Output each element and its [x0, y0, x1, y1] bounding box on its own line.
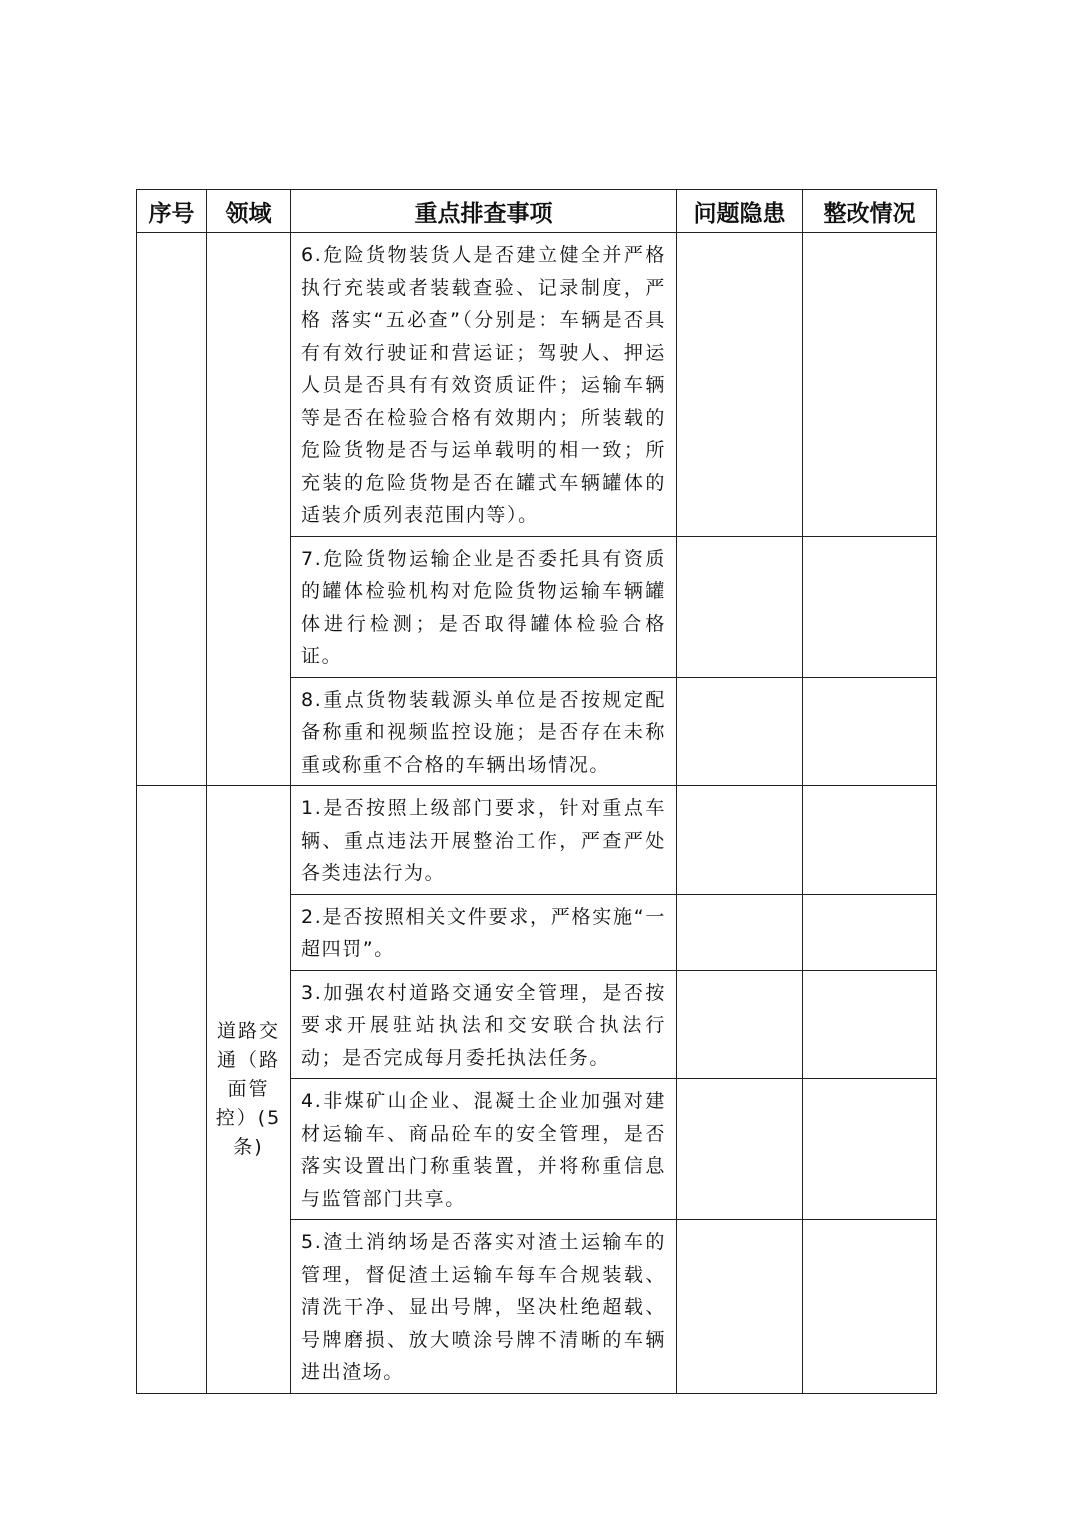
header-issue: 问题隐患 — [677, 190, 803, 233]
fix-cell — [803, 233, 937, 537]
seq-cell — [137, 786, 207, 1394]
item-cell: 5.渣土消纳场是否落实对渣土运输车的管理，督促渣土运输车每车合规装载、清洗干净、显出号牌，坚决杜绝超载、号牌磨损、放大喷涂号牌不清晰的车辆进出渣场。 — [291, 1220, 677, 1394]
fix-cell — [803, 970, 937, 1079]
issue-cell — [677, 1220, 803, 1394]
item-cell: 1.是否按照上级部门要求，针对重点车辆、重点违法开展整治工作，严查严处各类违法行为。 — [291, 786, 677, 895]
domain-cell-empty — [207, 233, 291, 786]
issue-cell — [677, 233, 803, 537]
issue-cell — [677, 677, 803, 786]
issue-cell — [677, 1079, 803, 1220]
item-cell: 3.加强农村道路交通安全管理，是否按要求开展驻站执法和交安联合执法行动；是否完成每月委托执法任务。 — [291, 970, 677, 1079]
item-cell: 4.非煤矿山企业、混凝土企业加强对建材运输车、商品砼车的安全管理，是否落实设置出门称重装置，并将称重信息与监管部门共享。 — [291, 1079, 677, 1220]
domain-cell — [207, 786, 291, 1394]
table-row — [137, 233, 937, 537]
header-row — [137, 190, 937, 233]
domain-label: 道路交通（路面管控）(5条) — [215, 1019, 282, 1158]
fix-cell — [803, 786, 937, 895]
issue-cell — [677, 894, 803, 970]
header-item: 重点排查事项 — [291, 190, 677, 233]
item-cell: 7.危险货物运输企业是否委托具有资质的罐体检验机构对危险货物运输车辆罐 体进行检测；是否取得罐体检验合格证。 — [291, 536, 677, 677]
fix-cell — [803, 894, 937, 970]
fix-cell — [803, 536, 937, 677]
header-seq: 序号 — [137, 190, 207, 233]
item-cell: 2.是否按照相关文件要求，严格实施“一超四罚”。 — [291, 894, 677, 970]
seq-cell — [137, 233, 207, 786]
header-fix: 整改情况 — [803, 190, 937, 233]
item-cell: 6.危险货物装货人是否建立健全并严格执行充装或者装载查验、记录制度，严格 落实“五必查”（分别是：车辆是否具有有效行驶证和营运证；驾驶人、押运人员是否具有有效资质证件；运输车辆等是否在检验合格有效期内；所装载的危险货物是否与运单载明的相一致；所充装的危险货物是否在罐式车辆罐体的适装介质列表范围内等）。 — [291, 233, 677, 537]
fix-cell — [803, 1220, 937, 1394]
fix-cell — [803, 677, 937, 786]
issue-cell — [677, 970, 803, 1079]
table-row — [137, 786, 937, 895]
header-domain: 领域 — [207, 190, 291, 233]
inspection-table — [136, 189, 937, 1394]
issue-cell — [677, 536, 803, 677]
issue-cell — [677, 786, 803, 895]
item-cell: 8.重点货物装载源头单位是否按规定配备称重和视频监控设施；是否存在未称重或称重不合格的车辆出场情况。 — [291, 677, 677, 786]
fix-cell — [803, 1079, 937, 1220]
